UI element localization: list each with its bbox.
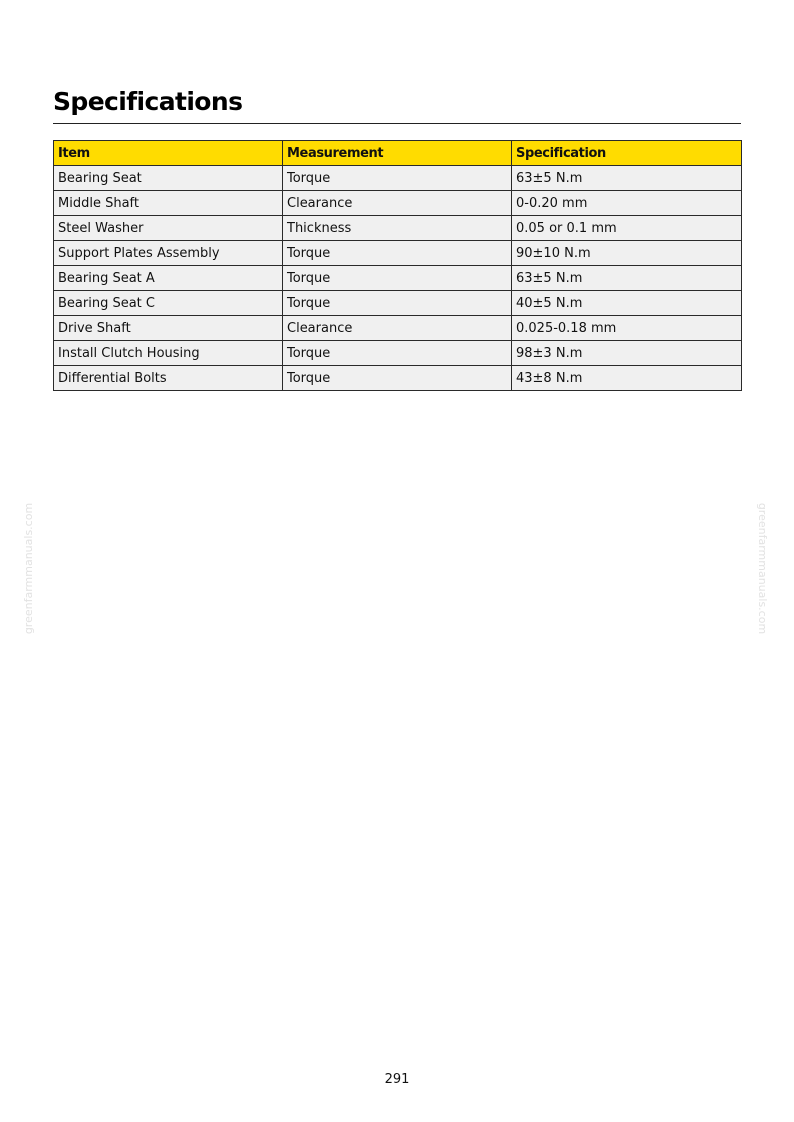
header-measurement: Measurement [283, 141, 512, 166]
table-row [54, 366, 742, 391]
cell-item: Bearing Seat C [54, 291, 283, 316]
header-item: Item [54, 141, 283, 166]
cell-measurement: Torque [283, 266, 512, 291]
cell-specification: 40±5 N.m [512, 291, 742, 316]
cell-specification: 0.05 or 0.1 mm [512, 216, 742, 241]
cell-measurement: Clearance [283, 316, 512, 341]
table-row [54, 216, 742, 241]
cell-specification: 0-0.20 mm [512, 191, 742, 216]
table-row [54, 291, 742, 316]
cell-item: Middle Shaft [54, 191, 283, 216]
cell-specification: 98±3 N.m [512, 341, 742, 366]
cell-measurement: Torque [283, 241, 512, 266]
cell-item: Bearing Seat [54, 166, 283, 191]
cell-specification: 63±5 N.m [512, 266, 742, 291]
cell-measurement: Torque [283, 291, 512, 316]
table-row [54, 316, 742, 341]
cell-item: Steel Washer [54, 216, 283, 241]
cell-item: Drive Shaft [54, 316, 283, 341]
page-title: Specifications [53, 87, 243, 116]
watermark-right: greenfarmmanuals.com [756, 502, 770, 635]
cell-specification: 43±8 N.m [512, 366, 742, 391]
table-row [54, 266, 742, 291]
table-row [54, 341, 742, 366]
cell-item: Bearing Seat A [54, 266, 283, 291]
page-number: 291 [384, 1072, 410, 1087]
cell-measurement: Torque [283, 166, 512, 191]
table-row [54, 166, 742, 191]
header-specification: Specification [512, 141, 742, 166]
cell-measurement: Thickness [283, 216, 512, 241]
cell-item: Install Clutch Housing [54, 341, 283, 366]
cell-specification: 0.025-0.18 mm [512, 316, 742, 341]
table-row [54, 241, 742, 266]
cell-measurement: Torque [283, 341, 512, 366]
cell-specification: 63±5 N.m [512, 166, 742, 191]
cell-measurement: Torque [283, 366, 512, 391]
cell-specification: 90±10 N.m [512, 241, 742, 266]
cell-item: Differential Bolts [54, 366, 283, 391]
watermark-left: greenfarmmanuals.com [22, 502, 36, 635]
cell-item: Support Plates Assembly [54, 241, 283, 266]
table-row [54, 191, 742, 216]
table-header-row [54, 141, 742, 166]
title-divider [53, 123, 741, 124]
specifications-table [53, 140, 742, 391]
cell-measurement: Clearance [283, 191, 512, 216]
